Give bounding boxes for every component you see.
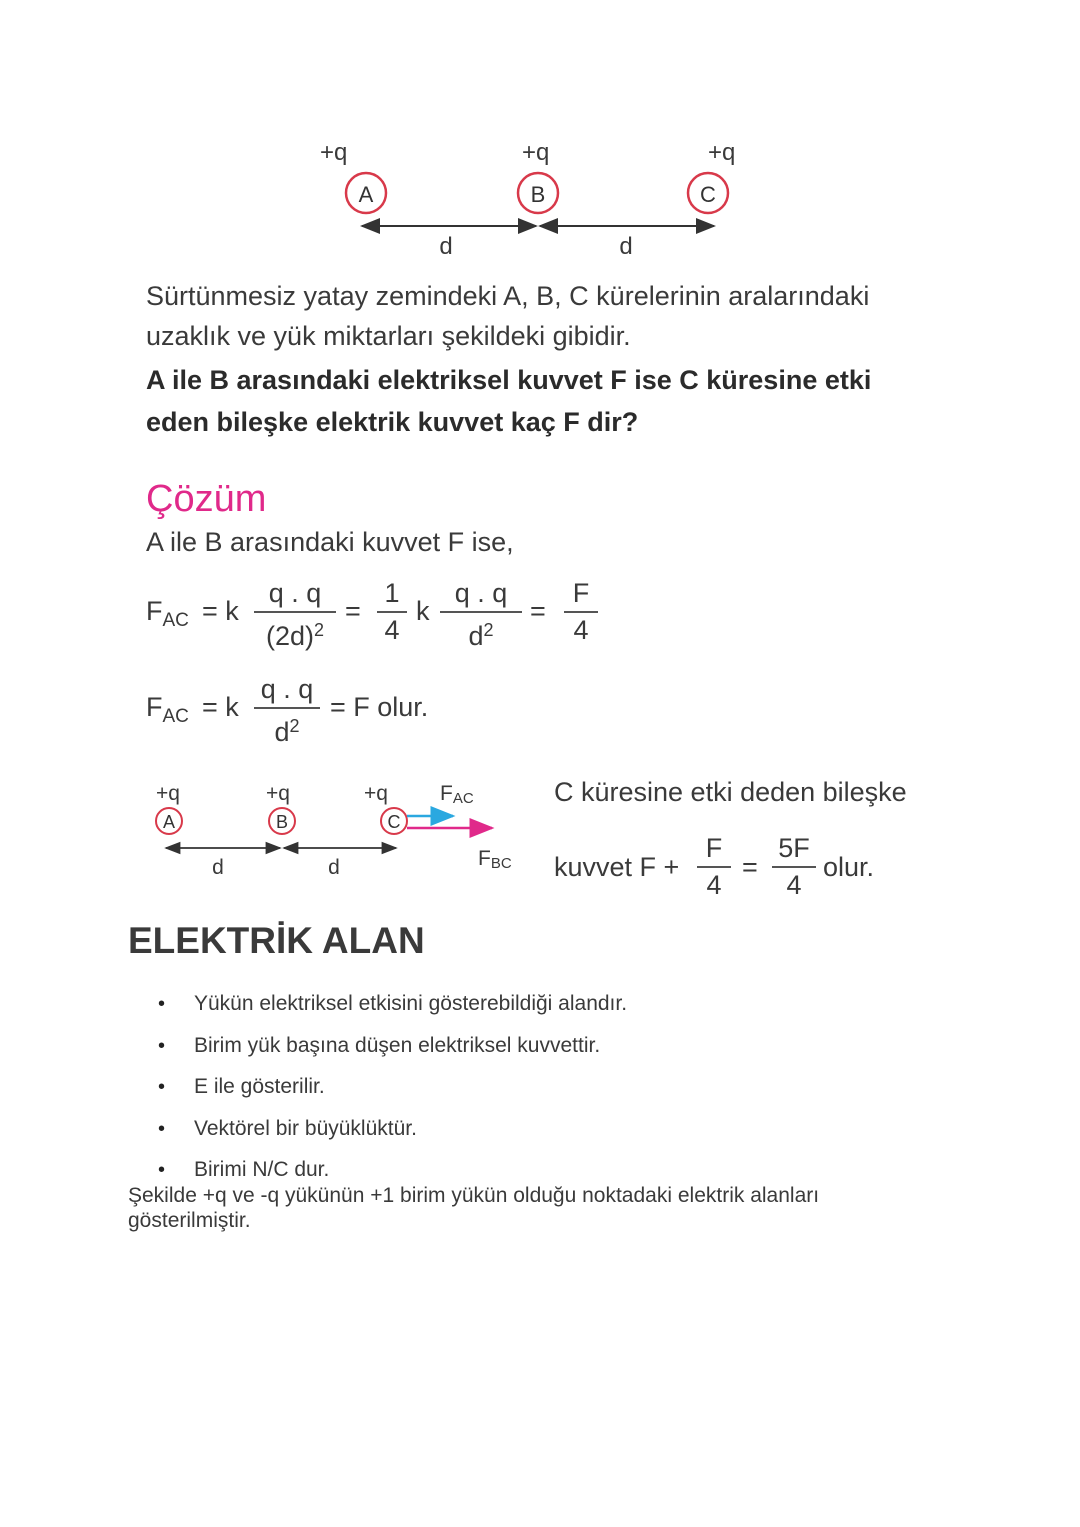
list-item: • Birim yük başına düşen elektriksel kuvvettir.: [128, 1030, 627, 1072]
list-item: • Vektörel bir büyüklüktür.: [128, 1113, 627, 1155]
result-fraction-1: F 4: [697, 833, 731, 900]
charge-label-b: +q: [522, 139, 550, 166]
section-title: ELEKTRİK ALAN: [128, 920, 425, 961]
eq1-equals-2: =: [345, 596, 361, 626]
solution-heading: Çözüm: [146, 478, 267, 520]
eq1-fraction-3: q . q $d^2$: [440, 578, 522, 651]
distance-label-ab: d: [439, 233, 453, 260]
list-item: • E ile gösterilir.: [128, 1071, 627, 1113]
charge-label-c-2: +q: [364, 782, 388, 805]
problem-line-1: Sürtünmesiz yatay zemindeki A, B, C kürelerinin aralarındaki: [146, 281, 870, 311]
bullet-list: [128, 988, 627, 1196]
problem-line-2: uzaklık ve yük miktarları şekildeki gibidir.: [146, 321, 631, 351]
question-line-1: A ile B arasındaki elektriksel kuvvet F ise C küresine etki: [146, 365, 872, 395]
distance-label-bc: d: [619, 233, 633, 260]
charge-label-c: +q: [708, 139, 736, 166]
sphere-b: [518, 173, 558, 213]
result-equals: =: [742, 852, 758, 882]
eq1-k: k: [416, 596, 430, 626]
svg-text:C: C: [700, 182, 716, 207]
svg-text:B: B: [275, 812, 289, 832]
result-fraction-2: 5F 4: [772, 833, 816, 900]
eq1-fraction-1: q . q $(2d)^2$: [254, 578, 336, 651]
eq1-fraction-4: F 4: [564, 578, 598, 645]
force-label-fac: FAC: [440, 782, 474, 807]
sphere-a-2: [156, 808, 182, 834]
list-item: • Yükün elektriksel etkisini gösterebildiği alandır.: [128, 988, 627, 1030]
sphere-b-2: [269, 808, 295, 834]
question-line-2: eden bileşke elektrik kuvvet kaç F dir?: [146, 407, 639, 437]
force-label-fbc: FBC: [478, 847, 512, 872]
section-paragraph: Şekilde +q ve -q yükünün +1 birim yükün olduğu noktadaki elektrik alanları gösterilmiştir.: [128, 1184, 820, 1232]
solution-intro: A ile B arasındaki kuvvet F ise,: [146, 527, 514, 557]
sphere-a: [346, 173, 386, 213]
distance-label-ab-2: d: [212, 856, 224, 879]
distance-label-bc-2: d: [328, 856, 340, 879]
sphere-c-2: [381, 808, 407, 834]
svg-text:A: A: [162, 812, 176, 832]
svg-text:C: C: [387, 812, 401, 832]
svg-text:B: B: [530, 182, 546, 207]
charge-label-b-2: +q: [266, 782, 290, 805]
eq2-equals-k: = k: [202, 692, 239, 722]
eq2-lhs: $F_{AC}$: [146, 692, 189, 727]
result-suffix: olur.: [823, 852, 875, 882]
charge-label-a: +q: [320, 139, 348, 166]
eq1-fraction-2: 1 4: [377, 578, 407, 645]
eq2-rhs: = F olur.: [330, 692, 429, 722]
charge-label-a-2: +q: [156, 782, 180, 805]
list-item: • Birimi N/C dur.: [128, 1154, 627, 1196]
result-prefix: kuvvet F +: [554, 852, 680, 882]
result-line-1: C küresine etki deden bileşke: [554, 777, 907, 807]
eq1-lhs: $F_{AC}$: [146, 596, 189, 631]
figure-spheres-top: [300, 130, 760, 270]
figure-force-diagram: [148, 776, 528, 886]
svg-text:A: A: [358, 182, 374, 207]
eq1-equals-3: =: [530, 596, 546, 626]
eq2-fraction: q . q $d^2$: [254, 674, 320, 747]
sphere-c: [688, 173, 728, 213]
eq1-equals-k: = k: [202, 596, 239, 626]
